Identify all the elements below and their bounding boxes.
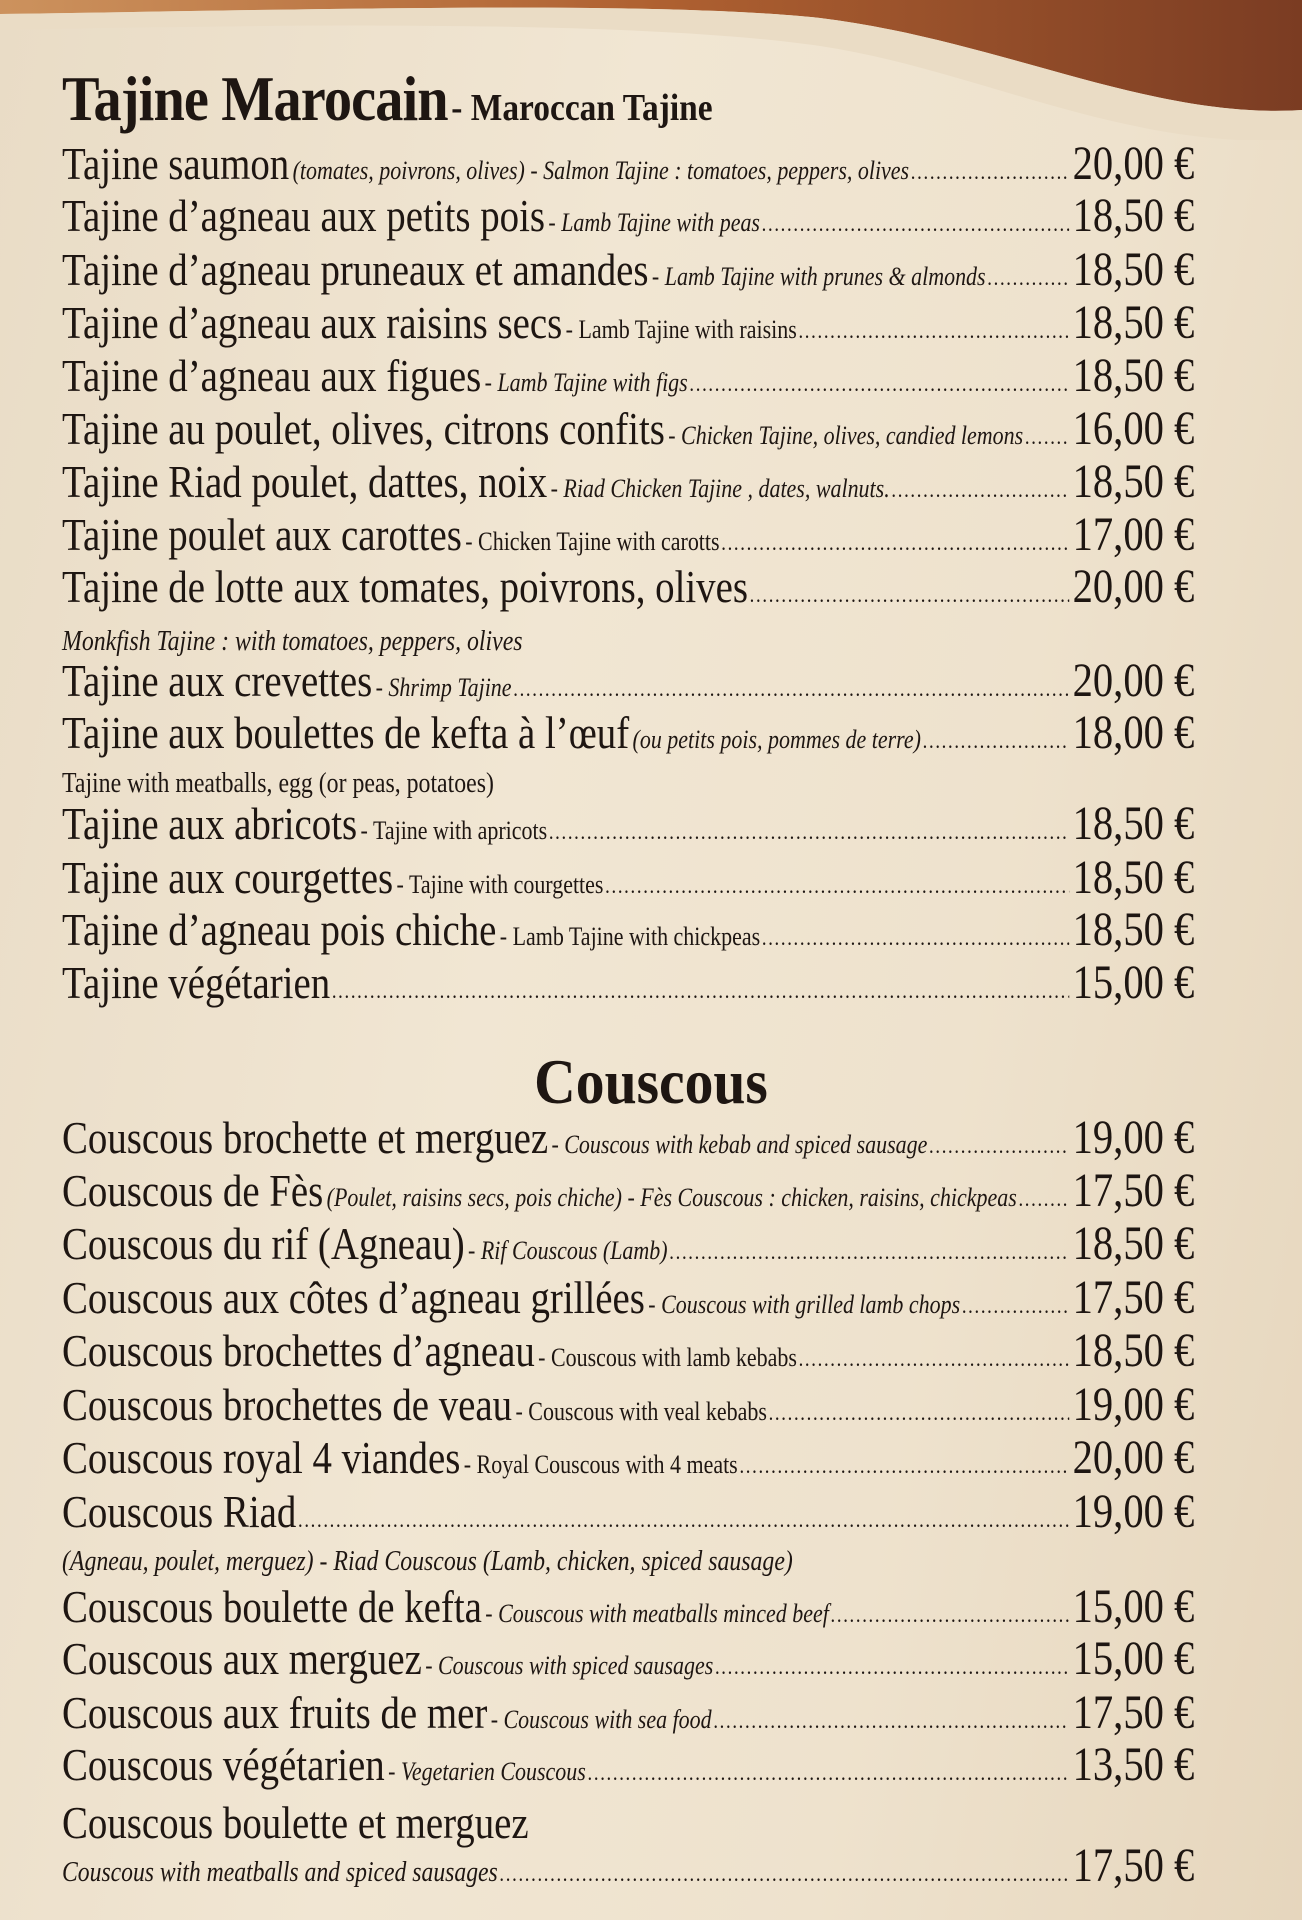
- dish-price: 19,00 €: [1072, 1110, 1195, 1164]
- dish-price: 17,50 €: [1072, 1839, 1195, 1893]
- dish-price: 18,50 €: [1072, 1217, 1195, 1271]
- menu-item: [62, 1270, 1194, 1325]
- dish-description: - Lamb Tajine with peas: [548, 208, 760, 238]
- dish-price: 15,00 €: [1072, 1632, 1195, 1686]
- menu-item: [62, 136, 1194, 191]
- leader-dots: [923, 728, 1070, 754]
- menu-item: [62, 507, 1194, 562]
- dish-price: 19,00 €: [1072, 1485, 1195, 1539]
- menu-item: [62, 401, 1194, 456]
- menu-item: [62, 705, 1194, 760]
- leader-dots: [513, 676, 1069, 702]
- leader-dots: [588, 1760, 1070, 1786]
- dish-description: (tomates, poivrons, olives) - Salmon Tajine : tomatoes, peppers, olives: [292, 155, 910, 185]
- menu-item: [62, 1737, 1194, 1792]
- menu-item: [62, 1579, 1194, 1634]
- leader-dots: [831, 1602, 1070, 1628]
- dish-name: Tajine Riad poulet, dattes, noix: [62, 456, 548, 508]
- leader-dots: [499, 1861, 1069, 1887]
- menu-item: [62, 1323, 1194, 1378]
- dish-description: - Couscous with spiced sausages: [425, 1651, 714, 1681]
- dish-price: 18,50 €: [1072, 189, 1195, 243]
- dish-name: Couscous Riad: [62, 1486, 297, 1538]
- dish-description: - Shrimp Tajine: [375, 672, 512, 702]
- menu-item: [62, 454, 1194, 509]
- menu-item: [62, 1430, 1194, 1485]
- leader-dots: [929, 1133, 1069, 1159]
- menu-item: [62, 1216, 1194, 1271]
- title-english: - Maroccan Tajine: [451, 87, 713, 129]
- dish-description: - Tajine with courgettes: [396, 869, 604, 899]
- leader-dots: [739, 1453, 1069, 1479]
- menu-item: [62, 242, 1194, 297]
- leader-dots: [713, 1708, 1069, 1734]
- dish-description: Couscous with meatballs and spiced sausages: [62, 1857, 498, 1889]
- dish-price: 18,50 €: [1072, 903, 1195, 957]
- dish-price: 20,00 €: [1072, 136, 1195, 190]
- dish-name: Tajine aux courgettes: [62, 851, 394, 903]
- dish-name: Couscous du rif (Agneau): [62, 1218, 465, 1270]
- menu-item: [62, 902, 1194, 957]
- dish-name: Tajine poulet aux carottes: [62, 508, 462, 560]
- menu-item: [62, 559, 1194, 614]
- dish-price: 17,50 €: [1072, 1164, 1195, 1218]
- dish-price: 15,00 €: [1072, 956, 1195, 1010]
- menu-item: [62, 1163, 1194, 1218]
- dish-description: - Rif Couscous (Lamb): [468, 1236, 668, 1266]
- dish-price: 18,50 €: [1072, 455, 1195, 509]
- dish-name: Couscous aux fruits de mer: [62, 1687, 488, 1739]
- dish-price: 20,00 €: [1072, 560, 1195, 614]
- dish-name: Couscous boulette et merguez: [62, 1796, 529, 1848]
- dish-description: - Chicken Tajine with carotts: [465, 526, 720, 556]
- menu-item: [62, 1685, 1194, 1740]
- dish-description: - Couscous with sea food: [490, 1705, 712, 1735]
- dish-description: (Poulet, raisins secs, pois chiche) - Fès Couscous : chicken, raisins, chickpeas: [326, 1183, 1017, 1213]
- dish-price: 16,00 €: [1072, 402, 1195, 456]
- menu-item: [62, 295, 1194, 350]
- dish-name: Tajine aux abricots: [62, 797, 358, 849]
- dish-price: 19,00 €: [1072, 1377, 1195, 1431]
- dish-price: 18,50 €: [1072, 243, 1195, 297]
- menu-item: [62, 850, 1194, 905]
- dish-subtitle: (Agneau, poulet, merguez) - Riad Couscous (Lamb, chicken, spiced sausage): [62, 1546, 793, 1577]
- dish-price: 18,50 €: [1072, 295, 1195, 349]
- dish-description: - Couscous with grilled lamb chops: [648, 1289, 961, 1319]
- dish-price: 17,50 €: [1072, 1686, 1195, 1740]
- dish-description: - Riad Chicken Tajine , dates, walnuts.: [550, 474, 890, 504]
- dish-price: 18,50 €: [1072, 850, 1195, 904]
- dish-subtitle: Monkfish Tajine : with tomatoes, peppers, olives: [62, 626, 523, 658]
- dish-name: Couscous boulette de kefta: [62, 1580, 482, 1632]
- dish-description: - Royal Couscous with 4 meats: [463, 1450, 738, 1480]
- dish-price: 18,50 €: [1072, 796, 1195, 850]
- leader-dots: [987, 265, 1069, 291]
- dish-name: Couscous aux côtes d’agneau grillées: [62, 1271, 645, 1323]
- dish-description: - Couscous with meatballs minced beef: [485, 1598, 829, 1628]
- menu-item: [62, 1631, 1194, 1686]
- leader-dots: [911, 159, 1069, 185]
- dish-description: - Lamb Tajine with figs: [484, 367, 688, 397]
- dish-name: Couscous royal 4 viandes: [62, 1432, 461, 1484]
- dish-price: 13,50 €: [1072, 1737, 1195, 1791]
- dish-price: 15,00 €: [1072, 1579, 1195, 1633]
- dish-name: Couscous brochette et merguez: [62, 1111, 549, 1163]
- dish-name: Tajine saumon: [62, 137, 290, 189]
- dish-price: 17,00 €: [1072, 507, 1195, 561]
- dish-name: Tajine d’agneau aux petits pois: [62, 190, 546, 242]
- dish-name: Tajine aux crevettes: [62, 654, 373, 706]
- dish-description: - Chicken Tajine, olives, candied lemons: [668, 421, 1024, 451]
- leader-dots: [298, 1507, 1069, 1533]
- dish-name: Tajine au poulet, olives, citrons confits: [62, 403, 665, 455]
- dish-price: 20,00 €: [1072, 653, 1195, 707]
- leader-dots: [669, 1239, 1069, 1265]
- menu-item: [62, 1838, 1194, 1893]
- menu-item: [62, 796, 1194, 851]
- leader-dots: [798, 318, 1069, 344]
- leader-dots: [549, 819, 1069, 845]
- leader-dots: [715, 1654, 1069, 1680]
- leader-dots: [750, 582, 1070, 608]
- leader-dots: [1018, 1186, 1069, 1212]
- dish-name: Tajine végétarien: [62, 957, 331, 1009]
- dish-description: - Couscous with lamb kebabs: [538, 1342, 797, 1372]
- menu-item: [62, 653, 1194, 708]
- leader-dots: [721, 530, 1069, 556]
- dish-name: Tajine d’agneau pois chiche: [62, 904, 497, 956]
- dish-price: 20,00 €: [1072, 1431, 1195, 1485]
- dish-name: Tajine d’agneau aux raisins secs: [62, 296, 563, 348]
- dish-price: 18,00 €: [1072, 706, 1195, 760]
- dish-name: Tajine d’agneau aux figues: [62, 349, 482, 401]
- dish-name: Couscous brochettes d’agneau: [62, 1324, 535, 1376]
- menu-item: [62, 1484, 1194, 1539]
- menu-item: [62, 1377, 1194, 1432]
- dish-description: - Lamb Tajine with prunes & almonds: [651, 262, 986, 292]
- menu-title: [62, 62, 713, 136]
- leader-dots: [762, 211, 1070, 237]
- dish-description: - Lamb Tajine with raisins: [565, 314, 797, 344]
- menu-item: [62, 188, 1194, 243]
- dish-name: Tajine aux boulettes de kefta à l’œuf: [62, 707, 630, 759]
- dish-name: Couscous aux merguez: [62, 1633, 422, 1685]
- dish-description: - Vegetarien Couscous: [388, 1756, 586, 1786]
- leader-dots: [1025, 424, 1069, 450]
- dish-name: Tajine de lotte aux tomates, poivrons, olives: [62, 561, 748, 613]
- dish-description: - Couscous with kebab and spiced sausage: [551, 1129, 928, 1159]
- couscous-heading: Couscous: [534, 1046, 768, 1117]
- leader-dots: [962, 1293, 1069, 1319]
- dish-name: Couscous végétarien: [62, 1738, 385, 1790]
- leader-dots: [605, 873, 1069, 899]
- dish-description: - Lamb Tajine with chickpeas: [499, 922, 761, 952]
- dish-price: 18,50 €: [1072, 1323, 1195, 1377]
- dish-description: (ou petits pois, pommes de terre): [632, 725, 921, 755]
- dish-price: 17,50 €: [1072, 1270, 1195, 1324]
- dish-name: Couscous de Fès: [62, 1165, 324, 1217]
- menu-item: [62, 1110, 1194, 1165]
- leader-dots: [769, 1400, 1070, 1426]
- dish-name: Tajine d’agneau pruneaux et amandes: [62, 244, 649, 296]
- menu-item: [62, 348, 1194, 403]
- leader-dots: [689, 371, 1069, 397]
- dish-description: - Couscous with veal kebabs: [515, 1396, 767, 1426]
- leader-dots: [799, 1346, 1070, 1372]
- leader-dots: [332, 978, 1069, 1004]
- dish-price: 18,50 €: [1072, 348, 1195, 402]
- leader-dots: [891, 477, 1069, 503]
- dish-name: Couscous brochettes de veau: [62, 1378, 513, 1430]
- title-french: Tajine Marocain: [62, 63, 448, 134]
- dish-description: - Tajine with apricots: [360, 815, 548, 845]
- dish-subtitle: Tajine with meatballs, egg (or peas, potatoes): [62, 768, 494, 800]
- menu-item: [62, 955, 1194, 1010]
- leader-dots: [762, 925, 1069, 951]
